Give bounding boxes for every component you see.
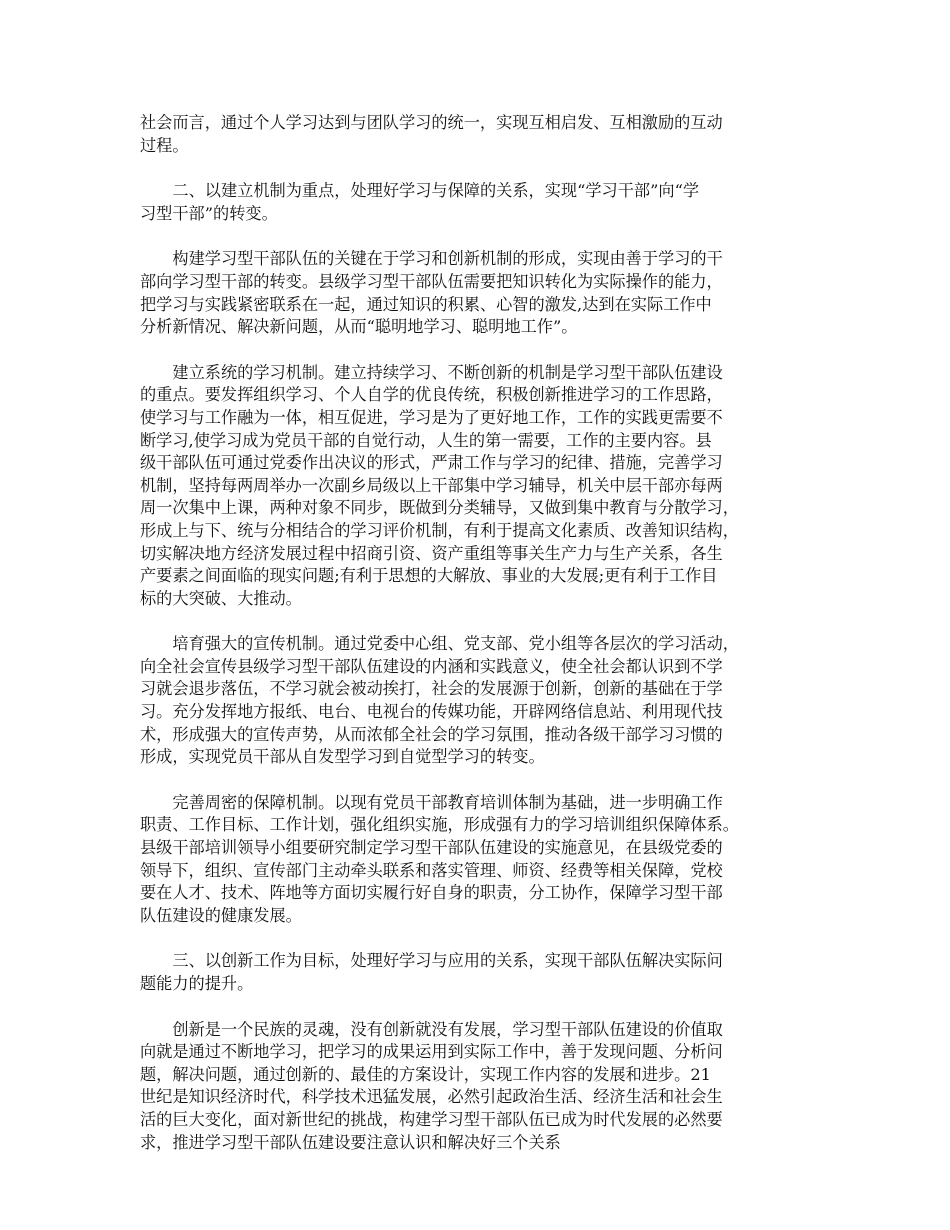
text-line: 过程。 (140, 135, 189, 155)
text-line: 级干部队伍可通过党委作出决议的形式，严肃工作与学习的纪律、措施，完善学习 (140, 453, 723, 473)
paragraph (140, 248, 822, 338)
text-line: 二、以建立机制为重点，处理好学习与保障的关系，实现“学习干部”向“学 (172, 181, 700, 201)
text-line: 世纪是知识经济时代，科学技术迅猛发展，必然引起政治生活、经济生活和社会生 (140, 1087, 723, 1107)
text-line: 形成，实现党员干部从自发型学习到自觉型学习的转变。 (140, 747, 545, 767)
text-line: 使学习与工作融为一体，相互促进，学习是为了更好地工作，工作的实践更需要不 (140, 407, 723, 427)
text-line: 领导下，组织、宣传部门主动牵头联系和落实管理、师资、经费等相关保障，党校 (140, 860, 723, 880)
text-line: 的重点。要发挥组织学习、个人自学的优良传统，积极创新推进学习的工作思路， (140, 385, 723, 405)
text-line: 要在人才、技术、阵地等方面切实履行好自身的职责，分工协作，保障学习型干部 (140, 883, 723, 903)
text-line: 分析新情况、解决新问题，从而“聪明地学习、聪明地工作”。 (140, 317, 578, 337)
text-line: 题能力的提升。 (140, 974, 254, 993)
text-line: 向全社会宣传县级学习型干部队伍建设的内涵和实践意义，使全社会都认识到不学 (140, 656, 723, 676)
text-line: 培育强大的宣传机制。通过党委中心组、党支部、党小组等各层次的学习活动， (172, 634, 739, 654)
text-line: 构建学习型干部队伍的关键在于学习和创新机制的形成，实现由善于学习的干 (172, 249, 723, 269)
text-line: 社会而言，通过个人学习达到与团队学习的统一，实现互相启发、互相激励的互动 (140, 113, 723, 132)
text-line: 习。充分发挥地方报纸、电台、电视台的传媒功能，开辟网络信息站、利用现代技 (140, 702, 723, 722)
text-line: 周一次集中上课，两种对象不同步，既做到分类辅导，又做到集中教育与分散学习， (140, 498, 739, 518)
text-line: 队伍建设的健康发展。 (140, 905, 302, 925)
paragraph (140, 1019, 822, 1155)
text-line: 求，推进学习型干部队伍建设要注意认识和解决好三个关系 (140, 1132, 561, 1152)
text-line: 创新是一个民族的灵魂，没有创新就没有发展，学习型干部队伍建设的价值取 (172, 1019, 723, 1039)
text-line: 机制，坚持每两周举办一次副乡局级以上干部集中学习辅导，机关中层干部亦每两 (140, 475, 723, 495)
text-line: 习型干部”的转变。 (140, 203, 278, 223)
text-line: 产要素之间面临的现实问题;有利于思想的大解放、事业的大发展;更有利于工作目 (140, 566, 718, 586)
text-line: 断学习,使学习成为党员干部的自觉行动，人生的第一需要，工作的主要内容。县 (140, 430, 712, 450)
text-line: 活的巨大变化，面对新世纪的挑战，构建学习型干部队伍已成为时代发展的必然要 (140, 1109, 723, 1129)
section-heading (140, 180, 822, 225)
text-line: 把学习与实践紧密联系在一起，通过知识的积累、心智的激发,达到在实际工作中 (140, 294, 712, 314)
section-heading (140, 950, 822, 995)
text-line: 三、以创新工作为目标，处理好学习与应用的关系，实现干部队伍解决实际问 (172, 951, 723, 971)
text-line: 术，形成强大的宣传声势，从而浓郁全社会的学习氛围，推动各级干部学习习惯的 (140, 724, 723, 744)
document-body (140, 112, 822, 1177)
text-line: 完善周密的保障机制。以现有党员干部教育培训体制为基础，进一步明确工作 (172, 792, 723, 812)
text-line: 职责、工作目标、工作计划，强化组织实施，形成强有力的学习培训组织保障体系。 (140, 815, 739, 835)
text-line: 切实解决地方经济发展过程中招商引资、资产重组等事关生产力与生产关系，各生 (140, 543, 723, 563)
paragraph (140, 633, 822, 769)
text-line: 标的大突破、大推动。 (140, 588, 302, 608)
paragraph (140, 112, 822, 157)
text-line: 建立系统的学习机制。建立持续学习、不断创新的机制是学习型干部队伍建设 (172, 362, 723, 382)
paragraph (140, 362, 822, 611)
text-line: 形成上与下、统与分相结合的学习评价机制，有利于提高文化素质、改善知识结构， (140, 520, 739, 540)
paragraph (140, 792, 822, 928)
text-line: 题，解决问题，通过创新的、最佳的方案设计，实现工作内容的发展和进步。21 (140, 1064, 711, 1084)
text-line: 县级干部培训领导小组要研究制定学习型干部队伍建设的实施意见，在县级党委的 (140, 838, 723, 858)
text-line: 部向学习型干部的转变。县级学习型干部队伍需要把知识转化为实际操作的能力， (140, 271, 723, 291)
text-line: 向就是通过不断地学习，把学习的成果运用到实际工作中，善于发现问题、分析问 (140, 1042, 723, 1062)
text-line: 习就会退步落伍，不学习就会被动挨打，社会的发展源于创新，创新的基础在于学 (140, 679, 723, 699)
